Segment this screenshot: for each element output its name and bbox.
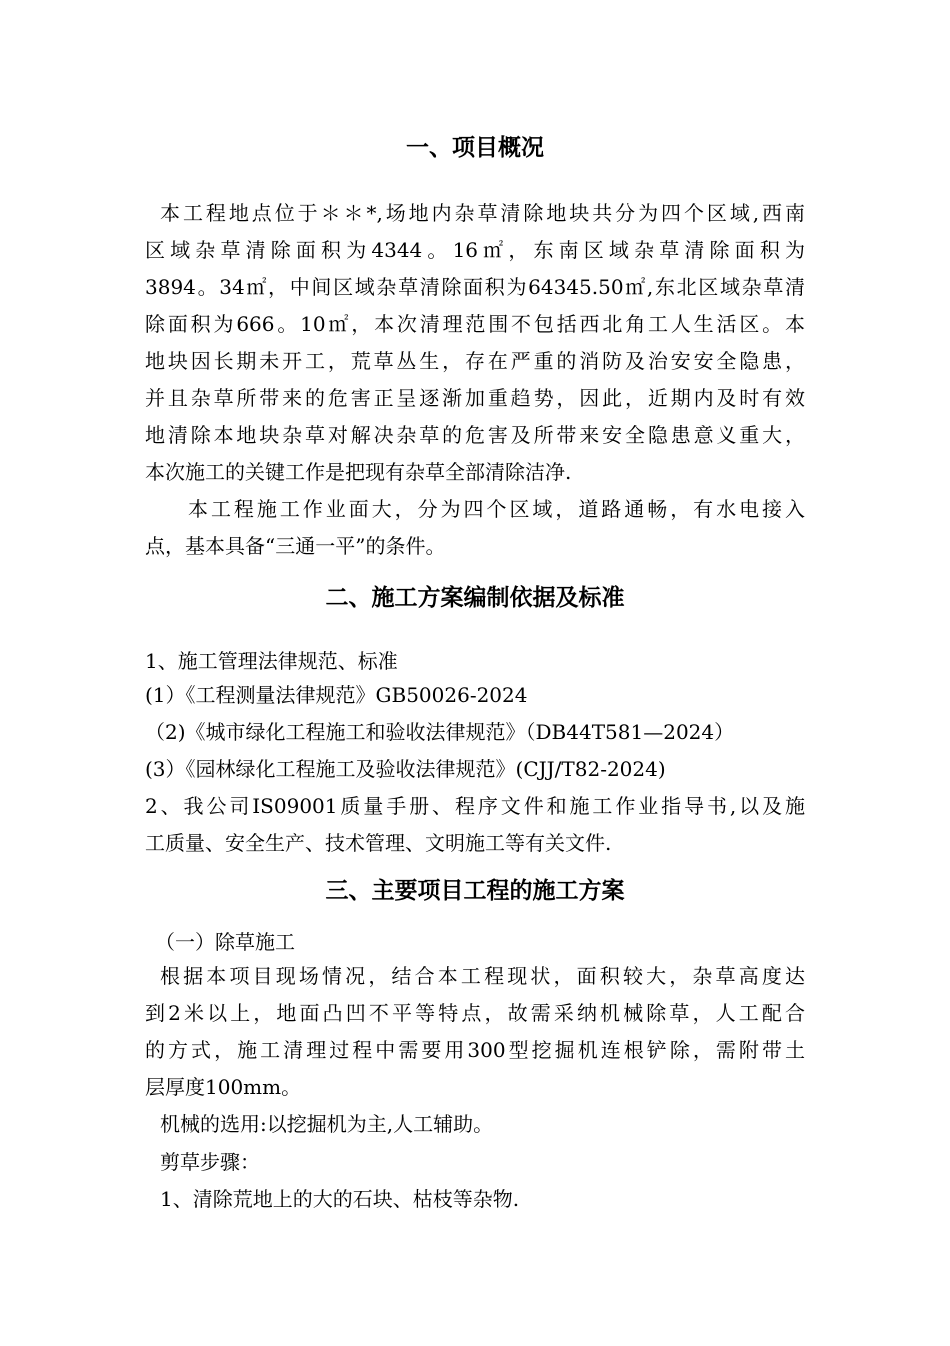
paragraph-line: 层厚度100mm。 xyxy=(145,1075,302,1099)
paragraph-line: 地清除本地块杂草对解决杂草的危害及所带来安全隐患意义重大， xyxy=(145,423,805,447)
section-heading-overview: 一、项目概况 xyxy=(406,134,544,161)
list-item: 工质量、安全生产、技术管理、文明施工等有关文件. xyxy=(145,831,612,855)
list-subitem: （2)《城市绿化工程施工和验收法律规范》（DB44T581—2024） xyxy=(145,720,735,744)
paragraph-line: 本工程地点位于＊＊*,场地内杂草清除地块共分为四个区域,西南 xyxy=(160,201,805,225)
paragraph-line: 并且杂草所带来的危害正呈逐渐加重趋势，因此，近期内及时有效 xyxy=(145,386,805,410)
paragraph-line: 区域杂草清除面积为4344。16㎡，东南区域杂草清除面积为 xyxy=(145,238,805,262)
paragraph-line: 的方式，施工清理过程中需要用300型挖掘机连根铲除，需附带土 xyxy=(145,1038,805,1062)
paragraph-line: 点，基本具备“三通一平”的条件。 xyxy=(145,534,446,558)
subsection-heading: （一）除草施工 xyxy=(155,930,295,954)
paragraph-line: 除面积为666。10㎡，本次清理范围不包括西北角工人生活区。本 xyxy=(145,312,805,336)
list-item: 1、施工管理法律规范、标准 xyxy=(145,649,398,673)
list-item: 2、我公司IS09001质量手册、程序文件和施工作业指导书,以及施 xyxy=(145,794,805,818)
section-heading-plan: 三、主要项目工程的施工方案 xyxy=(325,877,625,904)
paragraph-line: 根据本项目现场情况，结合本工程现状，面积较大，杂草高度达 xyxy=(160,964,805,988)
step-item: 1、清除荒地上的大的石块、枯枝等杂物. xyxy=(160,1187,520,1211)
paragraph-line: 地块因长期未开工，荒草丛生，存在严重的消防及治安安全隐患， xyxy=(145,349,805,373)
steps-label: 剪草步骤： xyxy=(160,1150,260,1174)
paragraph-line: 本次施工的关键工作是把现有杂草全部清除洁净. xyxy=(145,460,572,484)
section-heading-basis: 二、施工方案编制依据及标准 xyxy=(325,584,625,611)
paragraph-line: 到2米以上，地面凸凹不平等特点，故需采纳机械除草，人工配合 xyxy=(145,1001,805,1025)
machinery-text: 机械的选用:以挖掘机为主,人工辅助。 xyxy=(160,1112,494,1136)
paragraph-line: 本工程施工作业面大，分为四个区域，道路通畅，有水电接入 xyxy=(188,497,805,521)
list-subitem: (1）《工程测量法律规范》GB50026-2024 xyxy=(145,683,528,707)
paragraph-line: 3894。34㎡，中间区域杂草清除面积为64345.50㎡,东北区域杂草清 xyxy=(145,275,805,299)
list-subitem: (3）《园林绿化工程施工及验收法律规范》(CJJ/T82-2024) xyxy=(145,757,666,781)
